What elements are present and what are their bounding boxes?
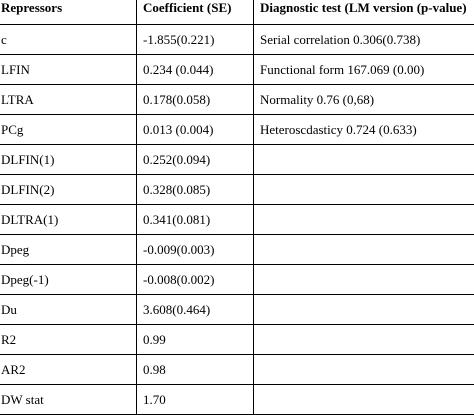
- diagnostic-cell: [254, 325, 474, 355]
- regressor-cell: AR2: [0, 355, 137, 385]
- regressor-cell: DLFIN(2): [0, 175, 137, 205]
- regressor-cell: LTRA: [0, 85, 137, 115]
- table-row: [0, 295, 474, 325]
- regressor-cell: DLTRA(1): [0, 205, 137, 235]
- header-row: [0, 0, 474, 25]
- coefficient-cell: -1.855(0.221): [137, 25, 254, 55]
- diagnostic-cell: [254, 385, 474, 415]
- coefficient-cell: 0.252(0.094): [137, 145, 254, 175]
- diagnostic-cell: [254, 235, 474, 265]
- table-row: [0, 355, 474, 385]
- coefficient-cell: 0.178(0.058): [137, 85, 254, 115]
- header-diagnostic-test: Diagnostic test (LM version (p-value): [254, 0, 474, 25]
- diagnostic-cell: [254, 175, 474, 205]
- diagnostic-cell: Heteroscdasticy 0.724 (0.633): [254, 115, 474, 145]
- regressor-cell: Dpeg: [0, 235, 137, 265]
- coefficient-cell: 0.234 (0.044): [137, 55, 254, 85]
- regressor-cell: DW stat: [0, 385, 137, 415]
- coefficient-cell: 0.328(0.085): [137, 175, 254, 205]
- diagnostic-cell: [254, 145, 474, 175]
- coefficient-cell: 3.608(0.464): [137, 295, 254, 325]
- table-row: [0, 325, 474, 355]
- table-row: [0, 115, 474, 145]
- header-coefficient: Coefficient (SE): [137, 0, 254, 25]
- coefficient-cell: 0.341(0.081): [137, 205, 254, 235]
- table-row: [0, 265, 474, 295]
- regressor-cell: DLFIN(1): [0, 145, 137, 175]
- regressor-cell: PCg: [0, 115, 137, 145]
- coefficient-cell: -0.009(0.003): [137, 235, 254, 265]
- coefficient-cell: 0.98: [137, 355, 254, 385]
- regressor-cell: LFIN: [0, 55, 137, 85]
- table-row: [0, 205, 474, 235]
- header-repressors: Repressors: [0, 0, 137, 25]
- coefficient-cell: -0.008(0.002): [137, 265, 254, 295]
- diagnostic-cell: Normality 0.76 (0,68): [254, 85, 474, 115]
- coefficient-cell: 0.013 (0.004): [137, 115, 254, 145]
- regressor-cell: Du: [0, 295, 137, 325]
- diagnostic-cell: [254, 295, 474, 325]
- coefficient-cell: 0.99: [137, 325, 254, 355]
- table-row: [0, 25, 474, 55]
- table-row: [0, 175, 474, 205]
- diagnostic-cell: [254, 355, 474, 385]
- table-row: [0, 385, 474, 415]
- table-row: [0, 55, 474, 85]
- diagnostic-cell: [254, 265, 474, 295]
- coefficient-cell: 1.70: [137, 385, 254, 415]
- regressor-cell: Dpeg(-1): [0, 265, 137, 295]
- regressor-cell: c: [0, 25, 137, 55]
- table-row: [0, 145, 474, 175]
- regressor-cell: R2: [0, 325, 137, 355]
- table-row: [0, 85, 474, 115]
- diagnostic-cell: Functional form 167.069 (0.00): [254, 55, 474, 85]
- table-row: [0, 235, 474, 265]
- diagnostic-cell: Serial correlation 0.306(0.738): [254, 25, 474, 55]
- diagnostic-cell: [254, 205, 474, 235]
